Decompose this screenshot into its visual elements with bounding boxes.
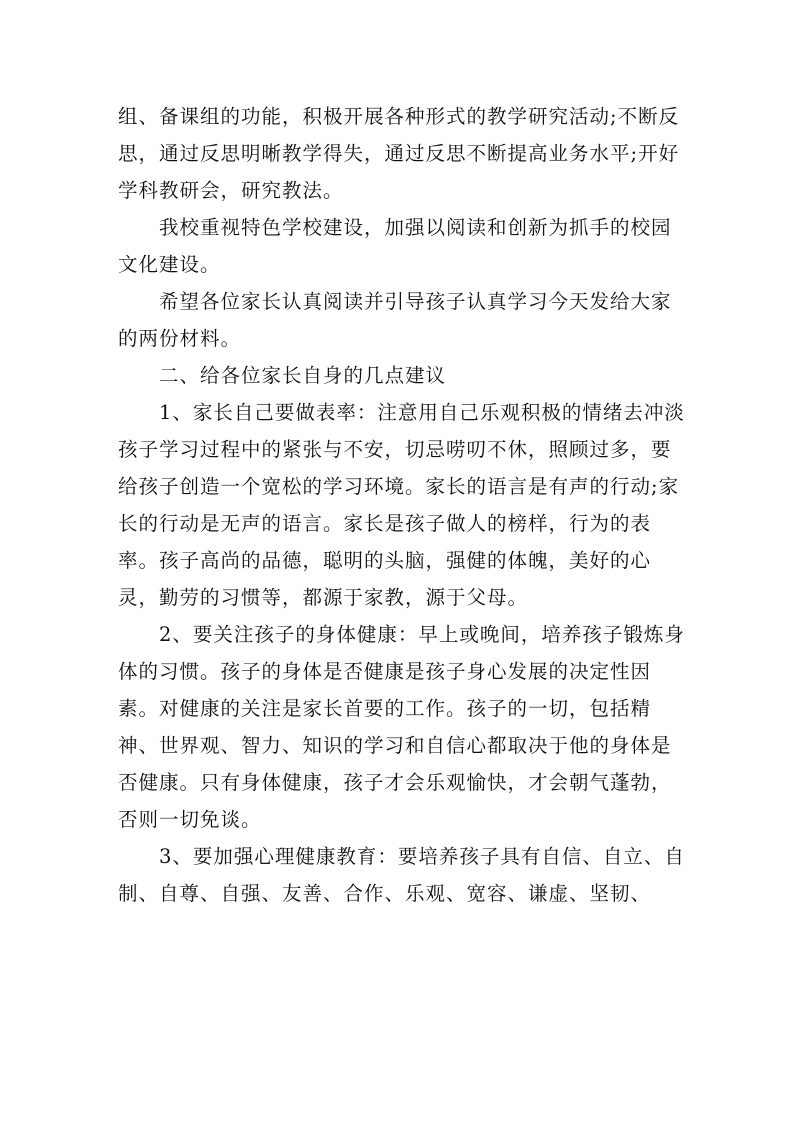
- paragraph-school-culture: 我校重视特色学校建设，加强以阅读和创新为抓手的校园文化建设。: [118, 216, 672, 276]
- paragraph-point-3: 3、要加强心理健康教育：要培养孩子具有自信、自立、自制、自尊、自强、友善、合作、乐观、宽容、谦虚、坚韧、: [118, 845, 685, 905]
- paragraph-point-1: 1、家长自己要做表率：注意用自己乐观积极的情绪去冲淡孩子学习过程中的紧张与不安，切忌唠叨不休，照顾过多，要给孩子创造一个宽松的学习环境。家长的语言是有声的行动;家长的行动是无声的语言。家长是孩子做人的榜样，行为的表率。孩子高尚的品德，聪明的头脑，强健的体魄，美好的心灵，勤劳的习惯等，都源于家教，源于父母。: [118, 401, 685, 609]
- paragraph-parent-reading: 希望各位家长认真阅读并引导孩子认真学习今天发给大家的两份材料。: [118, 290, 672, 350]
- paragraph-point-2: 2、要关注孩子的身体健康：早上或晚间，培养孩子锻炼身体的习惯。孩子的身体是否健康是孩子身心发展的决定性因素。对健康的关注是家长首要的工作。孩子的一切，包括精神、世界观、智力、知识的学习和自信心都取决于他的身体是否健康。只有身体健康，孩子才会乐观愉快，才会朝气蓬勃，否则一切免谈。: [118, 623, 685, 831]
- section-heading-suggestions: 二、给各位家长自身的几点建议: [159, 364, 447, 387]
- document-body: [118, 98, 688, 912]
- paragraph-continuation: 组、备课组的功能，积极开展各种形式的教学研究活动;不断反思，通过反思明晰教学得失，通过反思不断提高业务水平;开好学科教研会，研究教法。: [118, 105, 680, 202]
